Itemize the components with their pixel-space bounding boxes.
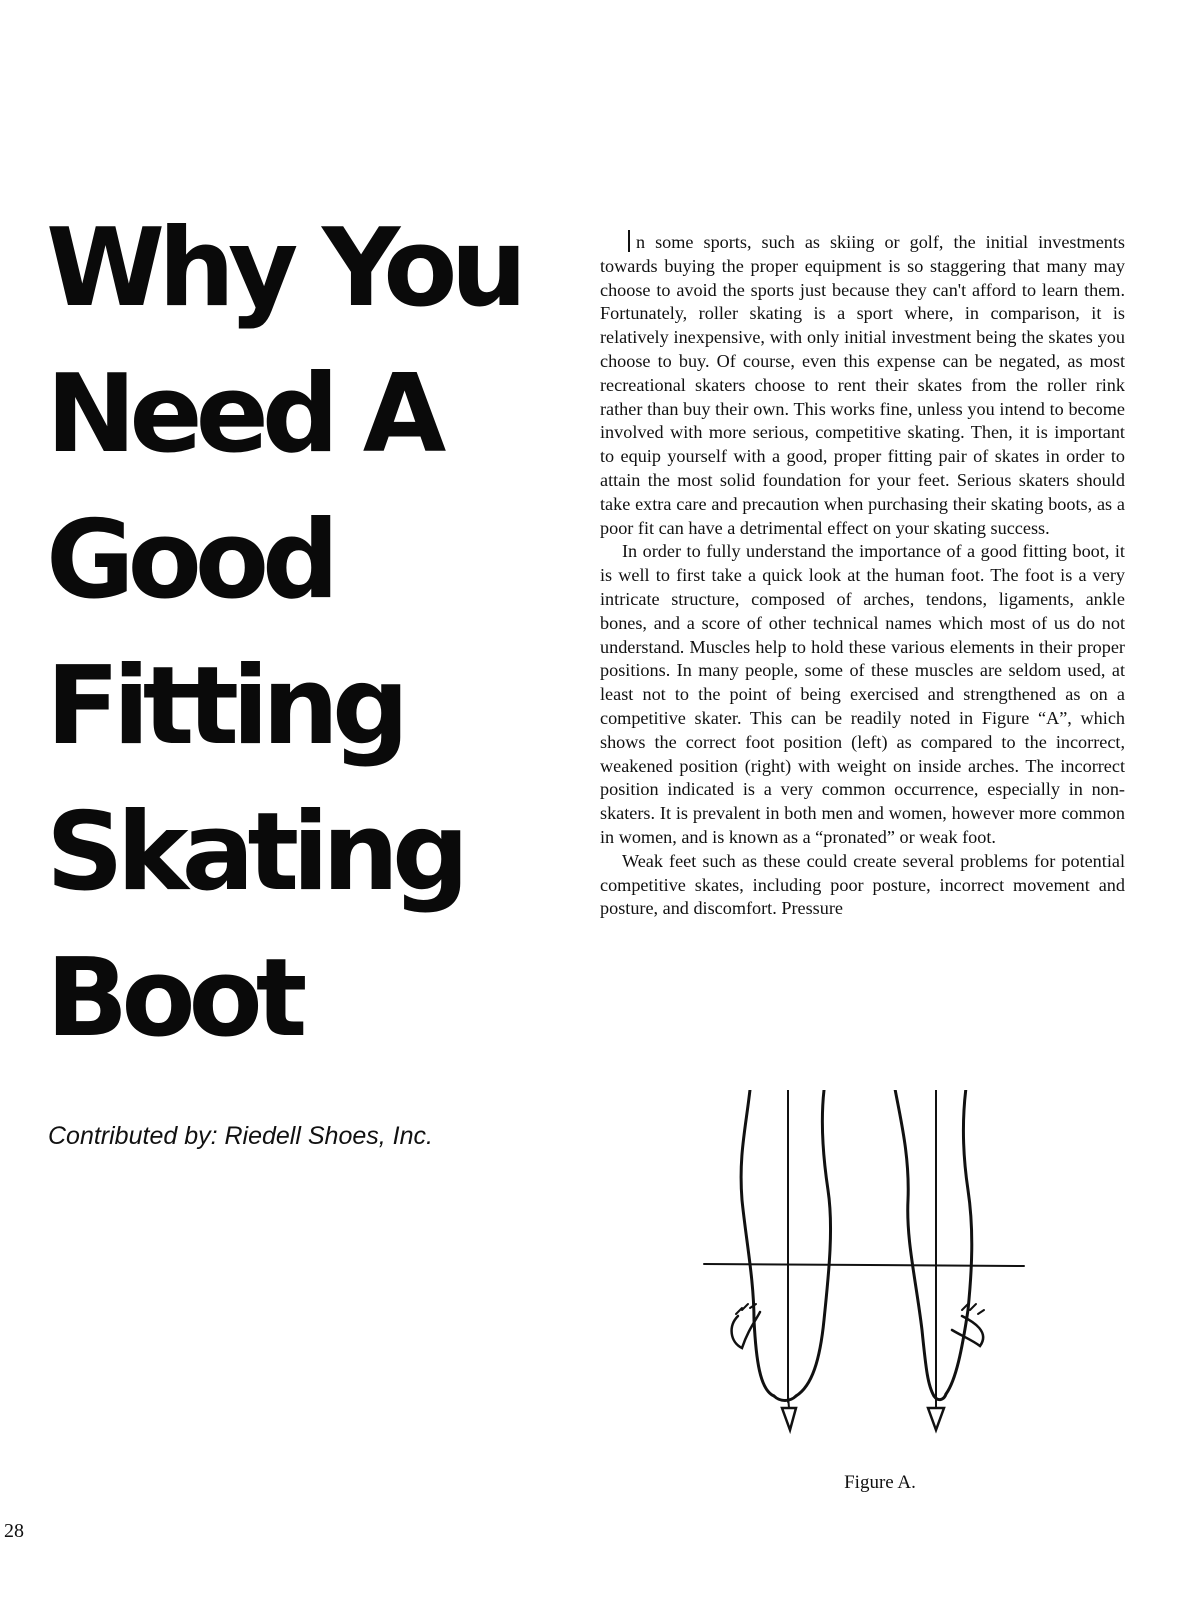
title-line: Good bbox=[46, 498, 333, 623]
left-leg-drawing bbox=[732, 1090, 831, 1430]
paragraph-1-text: n some sports, such as skiing or golf, the initial investments towards buying the proper equipment is so staggering that many may choose to avoid the sports just because they can't afford to learn them. Fortunately, roller skating is a sport where, in comparison, it is relatively inexpensive, with only initial investment being the skates you choose to buy. Of course, even this expense can be negated, as most recreational skaters choose to rent their skates from the roller rink rather than buy their own. This works fine, unless you intend to become involved with more serious, competitive skating. Then, it is important to equip yourself with a good, proper fitting pair of skates in order to attain the most solid foundation for your feet. Serious skaters should take extra care and precaution when purchasing their skating boots, as a poor fit can have a detrimental effect on your skating success. bbox=[600, 232, 1125, 538]
contributor-credit: Contributed by: Riedell Shoes, Inc. bbox=[48, 1122, 433, 1150]
page-number: 28 bbox=[4, 1520, 24, 1542]
title-line: Skating bbox=[46, 790, 463, 915]
right-leg-drawing bbox=[892, 1090, 984, 1430]
title-line: Need A bbox=[46, 352, 440, 477]
figure-a-illustration bbox=[700, 1090, 1060, 1490]
title-line: Why You bbox=[46, 206, 521, 331]
article-title bbox=[46, 196, 546, 1072]
floor-line bbox=[704, 1264, 1024, 1266]
paragraph-2: In order to fully understand the importance of a good fitting boot, it is well to first take a quick look at the human foot. The foot is a very intricate structure, composed of arches, tendons, ligaments, ankle bones, and a score of other technical names which most of us do not understand. Muscles help to hold these various elements in their proper positions. In many people, some of these muscles are seldom used, at least not to the point of being exercised and strengthened as on a competitive skater. This can be readily noted in Figure “A”, which shows the correct foot position (left) as compared to the incorrect, weakened position (right) with weight on inside arches. The incorrect position indicated is a very common occurrence, especially in non-skaters. It is prevalent in both men and women, however more common in women, and is known as a “pronated” or weak foot. bbox=[600, 541, 1125, 847]
paragraph-3: Weak feet such as these could create several problems for potential competitive skates, including poor posture, incorrect movement and posture, and discomfort. Pressure bbox=[600, 850, 1125, 919]
title-line: Boot bbox=[46, 936, 301, 1061]
paragraph-1 bbox=[600, 230, 1125, 540]
dropcap-bar bbox=[628, 230, 630, 252]
article-body bbox=[600, 230, 1125, 921]
figure-caption: Figure A. bbox=[844, 1472, 916, 1493]
title-line: Fitting bbox=[46, 644, 403, 769]
